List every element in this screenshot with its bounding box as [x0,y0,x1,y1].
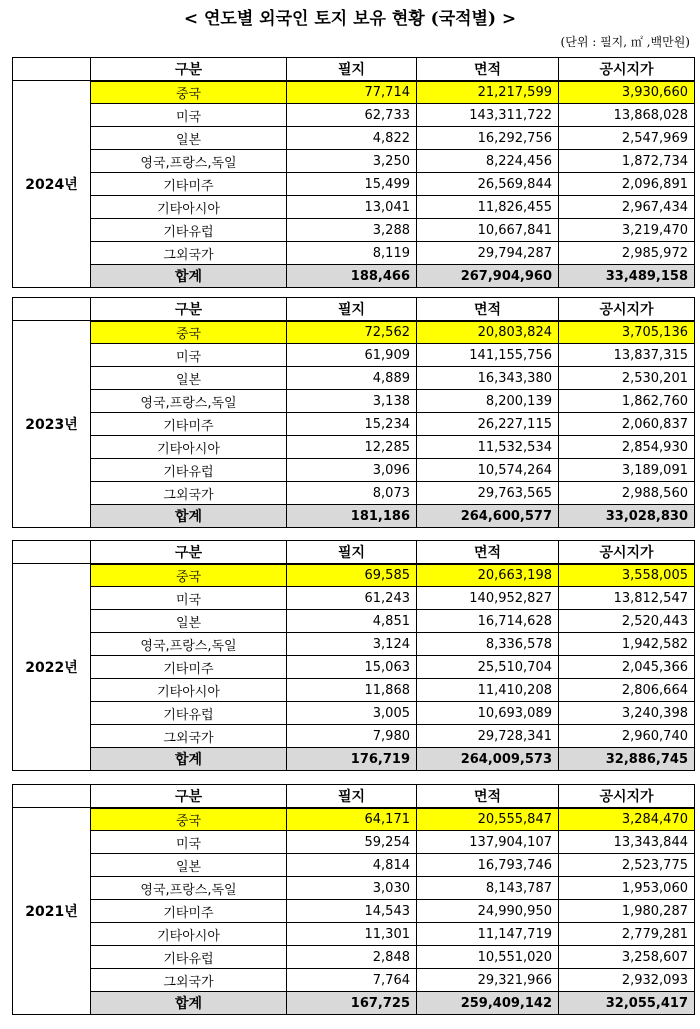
country-cell: 그외국가 [91,725,287,748]
country-cell: 일본 [91,854,287,877]
total-parcels: 176,719 [287,748,417,771]
header-area: 면적 [417,785,559,808]
parcels-cell: 12,285 [287,436,417,459]
total-parcels: 167,725 [287,992,417,1015]
header-parcels: 필지 [287,785,417,808]
parcels-cell: 8,073 [287,482,417,505]
table-row [13,436,695,459]
value-cell: 2,523,775 [559,854,695,877]
table-row [13,633,695,656]
country-cell: 기타유럽 [91,459,287,482]
table-row [13,321,695,344]
parcels-cell: 3,250 [287,150,417,173]
parcels-cell: 3,030 [287,877,417,900]
total-row [13,992,695,1015]
area-cell: 8,143,787 [417,877,559,900]
total-parcels: 181,186 [287,505,417,528]
parcels-cell: 15,499 [287,173,417,196]
table-row [13,725,695,748]
total-area: 264,009,573 [417,748,559,771]
area-cell: 16,793,746 [417,854,559,877]
area-cell: 20,555,847 [417,808,559,831]
unit-note: (단위 : 필지, ㎡ ,백만원) [560,35,690,49]
total-value: 32,886,745 [559,748,695,771]
table-row [13,242,695,265]
table-row [13,459,695,482]
country-cell: 미국 [91,104,287,127]
country-cell: 미국 [91,831,287,854]
parcels-cell: 7,980 [287,725,417,748]
parcels-cell: 62,733 [287,104,417,127]
area-cell: 16,292,756 [417,127,559,150]
total-area: 267,904,960 [417,265,559,288]
area-cell: 8,336,578 [417,633,559,656]
country-cell: 중국 [91,321,287,344]
parcels-cell: 3,096 [287,459,417,482]
country-cell: 일본 [91,610,287,633]
table-row [13,81,695,104]
parcels-cell: 61,909 [287,344,417,367]
table-row [13,702,695,725]
value-cell: 1,872,734 [559,150,695,173]
header-blank-cell [13,298,91,321]
table-row [13,923,695,946]
header-value: 공시지가 [559,298,695,321]
area-cell: 10,574,264 [417,459,559,482]
area-cell: 25,510,704 [417,656,559,679]
value-cell: 2,045,366 [559,656,695,679]
header-row [13,541,695,564]
area-cell: 137,904,107 [417,831,559,854]
value-cell: 3,219,470 [559,219,695,242]
parcels-cell: 4,889 [287,367,417,390]
year-label: 2021년 [13,808,91,1015]
area-cell: 20,663,198 [417,564,559,587]
country-cell: 영국,프랑스,독일 [91,150,287,173]
parcels-cell: 15,063 [287,656,417,679]
header-value: 공시지가 [559,785,695,808]
table-row [13,610,695,633]
value-cell: 2,854,930 [559,436,695,459]
parcels-cell: 11,868 [287,679,417,702]
header-parcels: 필지 [287,541,417,564]
year-table-block [12,540,694,771]
parcels-cell: 3,124 [287,633,417,656]
value-cell: 2,530,201 [559,367,695,390]
value-cell: 1,942,582 [559,633,695,656]
parcels-cell: 15,234 [287,413,417,436]
table-row [13,413,695,436]
header-parcels: 필지 [287,298,417,321]
total-label: 합계 [91,992,287,1015]
parcels-cell: 3,288 [287,219,417,242]
country-cell: 영국,프랑스,독일 [91,390,287,413]
total-value: 32,055,417 [559,992,695,1015]
total-label: 합계 [91,748,287,771]
header-category: 구분 [91,58,287,81]
area-cell: 29,763,565 [417,482,559,505]
total-area: 264,600,577 [417,505,559,528]
area-cell: 16,714,628 [417,610,559,633]
parcels-cell: 77,714 [287,81,417,104]
parcels-cell: 59,254 [287,831,417,854]
value-cell: 2,096,891 [559,173,695,196]
value-cell: 2,060,837 [559,413,695,436]
value-cell: 3,558,005 [559,564,695,587]
value-cell: 3,930,660 [559,81,695,104]
header-row [13,58,695,81]
table-row [13,656,695,679]
value-cell: 13,812,547 [559,587,695,610]
total-area: 259,409,142 [417,992,559,1015]
total-row [13,748,695,771]
value-cell: 2,960,740 [559,725,695,748]
area-cell: 141,155,756 [417,344,559,367]
country-cell: 미국 [91,344,287,367]
table-row [13,564,695,587]
area-cell: 24,990,950 [417,900,559,923]
country-cell: 기타유럽 [91,702,287,725]
total-row [13,265,695,288]
country-cell: 기타미주 [91,656,287,679]
year-label: 2022년 [13,564,91,771]
total-label: 합계 [91,265,287,288]
value-cell: 13,837,315 [559,344,695,367]
area-cell: 140,952,827 [417,587,559,610]
parcels-cell: 61,243 [287,587,417,610]
value-cell: 1,953,060 [559,877,695,900]
value-cell: 2,988,560 [559,482,695,505]
table-row [13,219,695,242]
total-value: 33,489,158 [559,265,695,288]
country-cell: 미국 [91,587,287,610]
area-cell: 11,826,455 [417,196,559,219]
area-cell: 8,200,139 [417,390,559,413]
value-cell: 2,806,664 [559,679,695,702]
value-cell: 2,520,443 [559,610,695,633]
land-holdings-table [12,784,695,1015]
value-cell: 13,343,844 [559,831,695,854]
total-value: 33,028,830 [559,505,695,528]
value-cell: 1,980,287 [559,900,695,923]
parcels-cell: 7,764 [287,969,417,992]
table-row [13,831,695,854]
value-cell: 3,240,398 [559,702,695,725]
table-row [13,679,695,702]
page-title: < 연도별 외국인 토지 보유 현황 (국적별) > [183,9,517,29]
table-row [13,969,695,992]
country-cell: 그외국가 [91,969,287,992]
country-cell: 기타아시아 [91,196,287,219]
country-cell: 중국 [91,808,287,831]
table-row [13,946,695,969]
table-row [13,344,695,367]
area-cell: 16,343,380 [417,367,559,390]
header-row [13,298,695,321]
area-cell: 10,551,020 [417,946,559,969]
parcels-cell: 72,562 [287,321,417,344]
header-blank-cell [13,58,91,81]
value-cell: 2,985,972 [559,242,695,265]
table-row [13,900,695,923]
year-label: 2023년 [13,321,91,528]
total-row [13,505,695,528]
value-cell: 2,967,434 [559,196,695,219]
area-cell: 143,311,722 [417,104,559,127]
country-cell: 기타아시아 [91,679,287,702]
area-cell: 11,410,208 [417,679,559,702]
total-label: 합계 [91,505,287,528]
area-cell: 10,693,089 [417,702,559,725]
table-row [13,808,695,831]
header-parcels: 필지 [287,58,417,81]
area-cell: 29,794,287 [417,242,559,265]
header-area: 면적 [417,58,559,81]
parcels-cell: 14,543 [287,900,417,923]
table-row [13,587,695,610]
area-cell: 20,803,824 [417,321,559,344]
table-row [13,367,695,390]
table-row [13,127,695,150]
value-cell: 3,705,136 [559,321,695,344]
parcels-cell: 11,301 [287,923,417,946]
area-cell: 29,728,341 [417,725,559,748]
value-cell: 3,284,470 [559,808,695,831]
table-row [13,173,695,196]
parcels-cell: 13,041 [287,196,417,219]
country-cell: 그외국가 [91,242,287,265]
table-row [13,854,695,877]
header-value: 공시지가 [559,541,695,564]
parcels-cell: 4,822 [287,127,417,150]
header-row [13,785,695,808]
value-cell: 3,189,091 [559,459,695,482]
country-cell: 기타유럽 [91,946,287,969]
country-cell: 일본 [91,367,287,390]
land-holdings-table [12,57,695,288]
parcels-cell: 2,848 [287,946,417,969]
parcels-cell: 8,119 [287,242,417,265]
country-cell: 그외국가 [91,482,287,505]
value-cell: 2,547,969 [559,127,695,150]
area-cell: 29,321,966 [417,969,559,992]
year-table-block [12,57,694,288]
header-area: 면적 [417,298,559,321]
table-row [13,482,695,505]
area-cell: 10,667,841 [417,219,559,242]
total-parcels: 188,466 [287,265,417,288]
value-cell: 13,868,028 [559,104,695,127]
value-cell: 3,258,607 [559,946,695,969]
year-table-block [12,297,694,528]
value-cell: 2,932,093 [559,969,695,992]
country-cell: 중국 [91,81,287,104]
country-cell: 영국,프랑스,독일 [91,877,287,900]
area-cell: 11,147,719 [417,923,559,946]
year-label: 2024년 [13,81,91,288]
area-cell: 26,569,844 [417,173,559,196]
header-value: 공시지가 [559,58,695,81]
area-cell: 21,217,599 [417,81,559,104]
country-cell: 기타미주 [91,413,287,436]
table-row [13,104,695,127]
table-row [13,877,695,900]
table-row [13,150,695,173]
parcels-cell: 4,851 [287,610,417,633]
land-holdings-table [12,297,695,528]
area-cell: 26,227,115 [417,413,559,436]
table-row [13,390,695,413]
land-holdings-table [12,540,695,771]
header-category: 구분 [91,541,287,564]
value-cell: 2,779,281 [559,923,695,946]
country-cell: 기타아시아 [91,923,287,946]
header-category: 구분 [91,298,287,321]
country-cell: 기타미주 [91,173,287,196]
year-table-block [12,784,694,1015]
country-cell: 기타아시아 [91,436,287,459]
country-cell: 일본 [91,127,287,150]
country-cell: 중국 [91,564,287,587]
area-cell: 8,224,456 [417,150,559,173]
country-cell: 기타유럽 [91,219,287,242]
header-blank-cell [13,785,91,808]
parcels-cell: 64,171 [287,808,417,831]
header-blank-cell [13,541,91,564]
country-cell: 영국,프랑스,독일 [91,633,287,656]
table-row [13,196,695,219]
parcels-cell: 3,138 [287,390,417,413]
header-category: 구분 [91,785,287,808]
parcels-cell: 69,585 [287,564,417,587]
value-cell: 1,862,760 [559,390,695,413]
country-cell: 기타미주 [91,900,287,923]
parcels-cell: 4,814 [287,854,417,877]
area-cell: 11,532,534 [417,436,559,459]
header-area: 면적 [417,541,559,564]
parcels-cell: 3,005 [287,702,417,725]
